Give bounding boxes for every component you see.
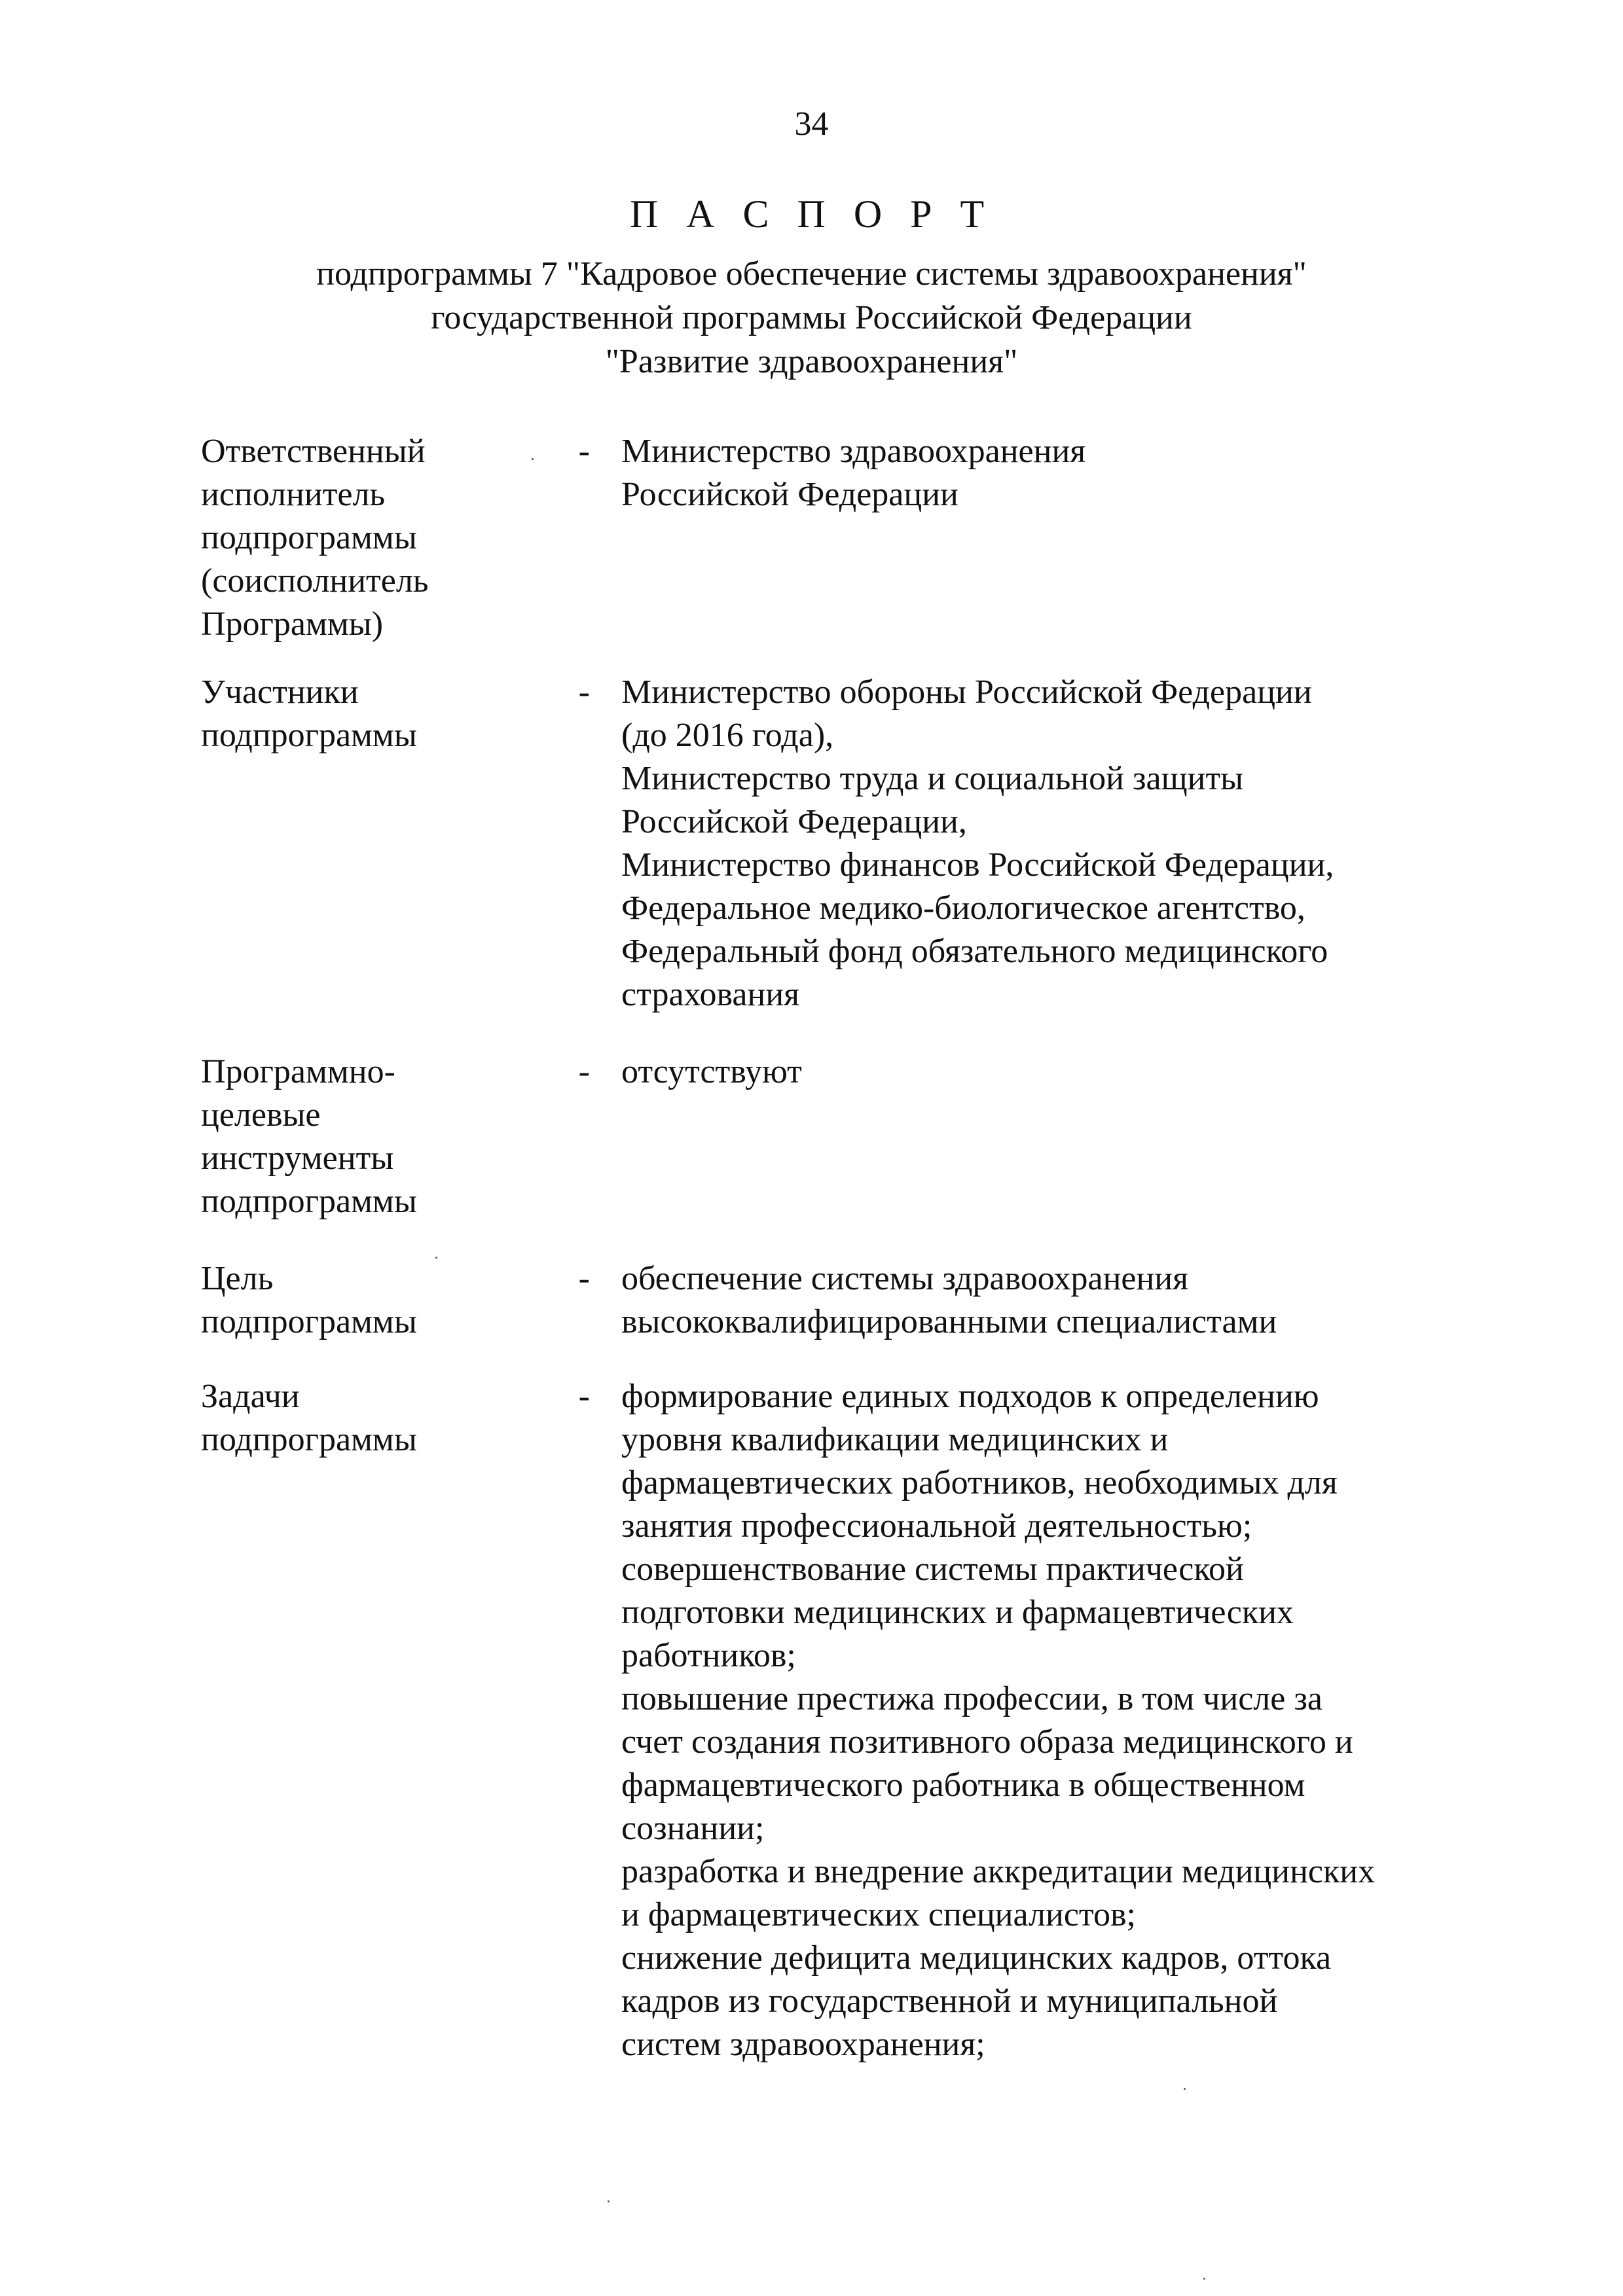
row-value-line: совершенствование системы практической (621, 1551, 1244, 1588)
row-value-line: уровня квалификации медицинских и (621, 1421, 1169, 1458)
row-dash: - (578, 673, 590, 711)
scan-speck (608, 2200, 610, 2202)
row-value-line: кадров из государственной и муниципальной (621, 1982, 1278, 2020)
row-value-line: повышение престижа профессии, в том числе за (621, 1680, 1322, 1717)
document-title: П А С П О Р Т (629, 192, 994, 236)
row-value-line: сознании; (621, 1810, 765, 1847)
row-dash: - (578, 433, 590, 470)
row-value-line: высококвалифицированными специалистами (621, 1303, 1277, 1340)
subtitle-line: "Развитие здравоохранения" (605, 343, 1018, 380)
row-dash: - (578, 1260, 590, 1297)
row-dash: - (578, 1378, 590, 1415)
row-value (590, 1050, 1441, 1094)
page-number: 34 (794, 105, 829, 143)
subtitle-line: государственной программы Российской Федерации (431, 299, 1192, 336)
row-value-line: фармацевтического работника в общественном (621, 1767, 1305, 1804)
row-value-line: Министерство финансов Российской Федерации, (621, 846, 1334, 884)
row-value-line: Министерство труда и социальной защиты (621, 760, 1244, 797)
row-label (201, 1050, 528, 1223)
row-label-line: подпрограммы (201, 717, 417, 754)
row-value-line: Федеральное медико-биологическое агентство, (621, 889, 1305, 927)
scan-speck (1184, 2088, 1186, 2090)
row-label-line: Цель (201, 1260, 274, 1297)
row-value (590, 1257, 1441, 1344)
row-value-line: фармацевтических работников, необходимых для (621, 1464, 1338, 1501)
passport-table (201, 430, 1478, 2066)
row-value-line: Министерство обороны Российской Федерации (621, 673, 1312, 711)
row-label-line: Ответственный (201, 433, 426, 470)
row-label-line: подпрограммы (201, 1421, 417, 1458)
row-value-line: отсутствуют (621, 1053, 802, 1090)
row-value-line: страхования (621, 976, 800, 1013)
scan-speck (1203, 2278, 1205, 2280)
row-label (201, 1375, 528, 1462)
row-value-line: разработка и внедрение аккредитации медицинских (621, 1853, 1376, 1890)
row-value-line: снижение дефицита медицинских кадров, оттока (621, 1939, 1332, 1977)
row-value-line: счет создания позитивного образа медицинского и (621, 1723, 1353, 1761)
row-value-line: Федеральный фонд обязательного медицинского (621, 933, 1328, 970)
row-label-line: Программно- (201, 1053, 395, 1090)
row-value-line: занятия профессиональной деятельностью; (621, 1507, 1252, 1545)
row-value-line: и фармацевтических специалистов; (621, 1896, 1136, 1933)
subtitle-line: подпрограммы 7 "Кадровое обеспечение системы здравоохранения" (316, 255, 1307, 293)
passport-row-participants (201, 671, 1478, 1016)
row-value-line: обеспечение системы здравоохранения (621, 1260, 1189, 1297)
row-value-line: подготовки медицинских и фармацевтических (621, 1594, 1294, 1631)
row-label (201, 671, 528, 757)
row-value-line: Российской Федерации (621, 476, 958, 513)
passport-row-responsible (201, 430, 1478, 646)
passport-row-goal (201, 1257, 1478, 1344)
scan-speck (435, 1257, 437, 1259)
row-label-line: Программы) (201, 605, 384, 643)
row-label-line: Задачи (201, 1378, 300, 1415)
row-label-line: Участники (201, 673, 359, 711)
passport-row-tasks (201, 1375, 1478, 2066)
row-value-line: (до 2016 года), (621, 717, 834, 754)
row-label-line: исполнитель (201, 476, 386, 513)
row-label-line: (соисполнитель (201, 562, 429, 600)
row-value (590, 430, 1441, 516)
document-subtitle (0, 252, 1623, 384)
row-value-line: Министерство здравоохранения (621, 433, 1086, 470)
row-value (590, 1375, 1441, 2066)
row-label-line: целевые (201, 1096, 321, 1134)
row-label-line: инструменты (201, 1139, 394, 1177)
row-value (590, 671, 1441, 1016)
passport-row-instruments (201, 1050, 1478, 1223)
row-label-line: подпрограммы (201, 1183, 417, 1220)
row-value-line: систем здравоохранения; (621, 2026, 985, 2063)
row-label (201, 1257, 528, 1344)
scan-speck (532, 458, 534, 460)
row-value-line: работников; (621, 1637, 796, 1674)
row-label-line: подпрограммы (201, 1303, 417, 1340)
row-label-line: подпрограммы (201, 519, 417, 556)
row-dash: - (578, 1053, 590, 1090)
row-label (201, 430, 528, 646)
row-value-line: формирование единых подходов к определению (621, 1378, 1319, 1415)
row-value-line: Российской Федерации, (621, 803, 967, 840)
